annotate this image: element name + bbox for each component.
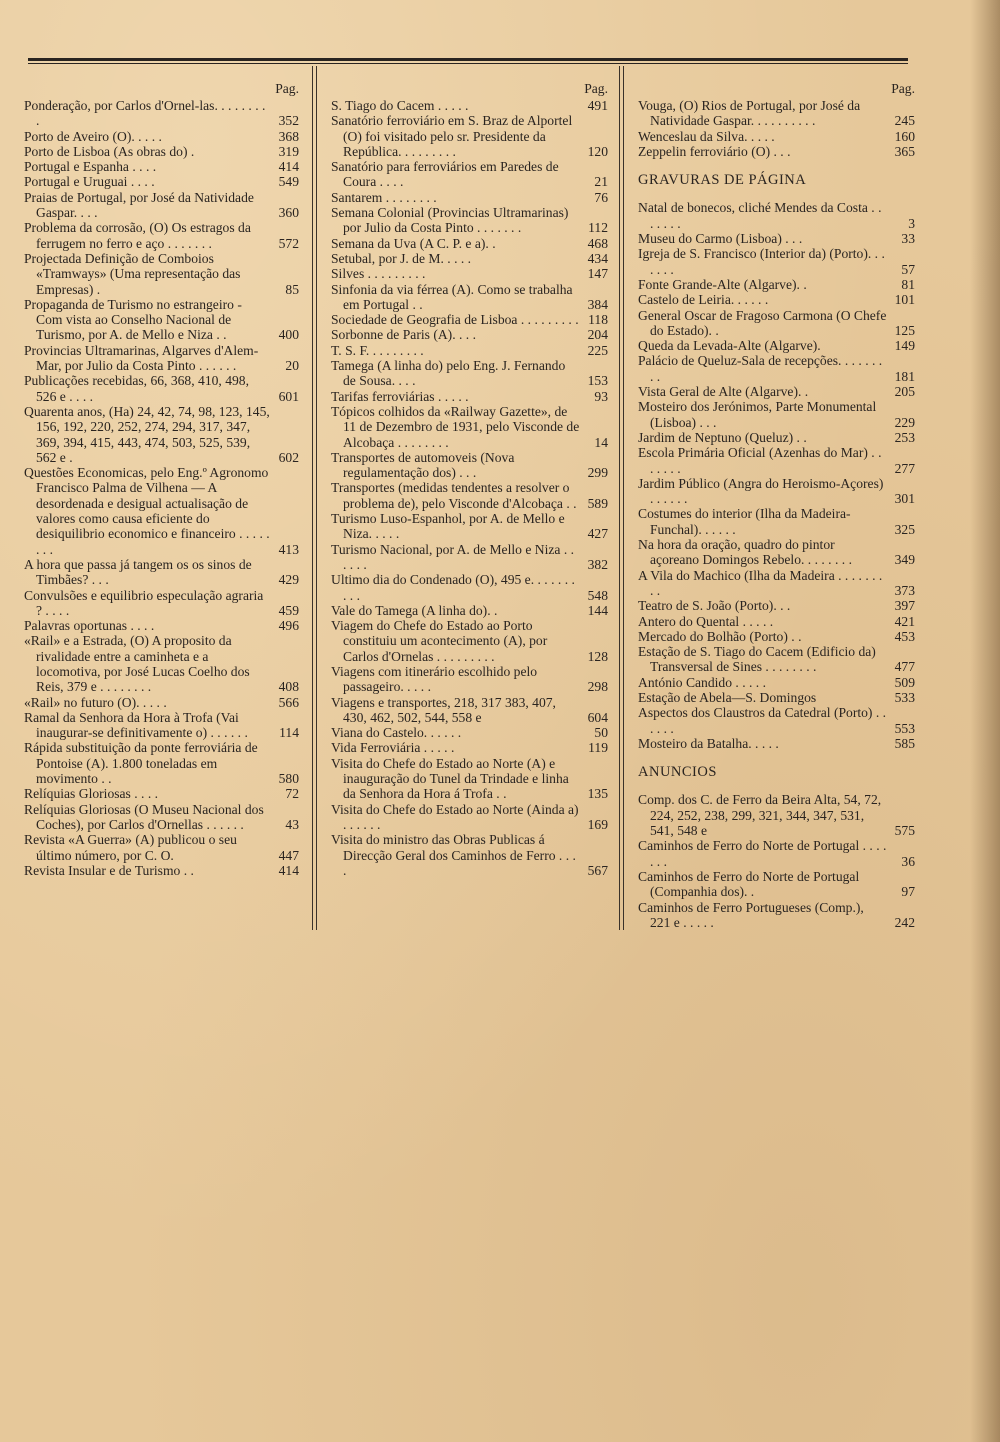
entry-page-number: 477 xyxy=(894,659,915,675)
entry-page-number: 76 xyxy=(594,189,608,205)
entry-page-number: 229 xyxy=(894,414,915,430)
entry-title: Viagens com itinerário escolhido pelo passageiro. . . . . xyxy=(331,663,538,695)
entry-page-number: 97 xyxy=(901,884,915,900)
entry-title: Tópicos colhidos da «Railway Gazette», de 11 de Dezembro de 1931, pelo Visconde de Alcobaça . . . . . . . . xyxy=(331,403,580,450)
entry-title: Jardim de Neptuno (Queluz) . . xyxy=(638,429,807,445)
entry-title: Tamega (A linha do) pelo Eng. J. Fernando de Sousa. . . . xyxy=(331,358,566,389)
entry-page-number: 414 xyxy=(278,159,299,175)
entry-page-number: 567 xyxy=(587,862,608,878)
entry-title: Castelo de Leiria. . . . . . xyxy=(638,292,769,308)
entry-title: Vouga, (O) Rios de Portugal, por José da Natividade Gaspar. . . . . . . . . . xyxy=(638,98,861,129)
entry-page-number: 447 xyxy=(278,847,299,863)
entry-title: Santarem . . . . . . . . xyxy=(331,189,437,205)
entry-title: Turismo Nacional, por A. de Mello e Niza . . . . . . xyxy=(331,541,575,572)
entry-page-number: 553 xyxy=(894,720,915,736)
entry-title: Transportes (medidas tendentes a resolver o problema de), pelo Visconde d'Alcobaça . . xyxy=(331,480,577,511)
entry-page-number: 72 xyxy=(285,786,299,802)
entry-title: Propaganda de Turismo no estrangeiro - Com vista ao Conselho Nacional de Turismo, por A. de Mello e Niza . . xyxy=(24,296,242,343)
entry-page-number: 601 xyxy=(278,388,299,404)
index-entry xyxy=(331,542,608,573)
entry-title: Porto de Lisboa (As obras do) . xyxy=(24,143,195,159)
index-entry xyxy=(331,358,608,389)
index-entry xyxy=(331,236,608,251)
index-entry xyxy=(24,404,299,465)
entry-page-number: 93 xyxy=(594,388,608,404)
page-column-header: Pag. xyxy=(584,81,608,96)
entry-page-number: 21 xyxy=(594,174,608,190)
index-entry xyxy=(24,129,299,144)
entry-title: Problema da corrosão, (O) Os estragos da ferrugem no ferro e aço . . . . . . . xyxy=(24,220,251,251)
entry-title: Silves . . . . . . . . . xyxy=(331,266,426,282)
entry-page-number: 352 xyxy=(278,113,299,129)
index-entry xyxy=(638,869,915,900)
entry-page-number: 119 xyxy=(588,740,608,756)
index-entry xyxy=(24,297,299,343)
entry-title: Palavras oportunas . . . . xyxy=(24,618,155,634)
index-entry xyxy=(24,695,299,710)
entry-page-number: 400 xyxy=(278,327,299,343)
entry-title: Natal de bonecos, cliché Mendes da Costa . . . . . . . xyxy=(638,200,882,231)
entry-title: T. S. F. . . . . . . . . xyxy=(331,342,424,358)
entry-page-number: 101 xyxy=(894,292,915,308)
index-entry xyxy=(638,900,915,931)
entry-title: Revista Insular e de Turismo . . xyxy=(24,862,194,878)
entry-page-number: 33 xyxy=(901,231,915,247)
entry-page-number: 253 xyxy=(894,429,915,445)
entry-page-number: 496 xyxy=(278,618,299,634)
entry-title: Transportes de automoveis (Nova regulamentação dos) . . . xyxy=(331,449,515,481)
entry-title: Relíquias Gloriosas (O Museu Nacional dos Coches), por Carlos d'Ornellas . . . . . . xyxy=(24,801,264,832)
entry-title: Semana Colonial (Provincias Ultramarinas) por Julio da Costa Pinto . . . . . . . xyxy=(331,205,569,236)
entry-page-number: 245 xyxy=(894,113,915,129)
entry-title: Convulsões e equilibrio especulação agraria ? . . . . xyxy=(24,587,264,618)
entry-title: Turismo Luso-Espanhol, por A. de Mello e Niza. . . . . xyxy=(331,511,565,542)
entry-page-number: 360 xyxy=(278,205,299,221)
index-entry xyxy=(24,190,299,221)
index-entry xyxy=(638,690,915,705)
entry-page-number: 468 xyxy=(587,235,608,251)
entry-title: Zeppelin ferroviário (O) . . . xyxy=(638,143,791,159)
index-entry xyxy=(638,614,915,629)
index-entry xyxy=(24,618,299,633)
entry-page-number: 50 xyxy=(594,725,608,741)
index-entry xyxy=(331,450,608,481)
entry-page-number: 421 xyxy=(894,613,915,629)
entry-title: Jardim Público (Angra do Heroismo-Açores) . . . . . . xyxy=(638,475,884,507)
entry-page-number: 57 xyxy=(901,261,915,277)
entry-title: Visita do Chefe do Estado ao Norte (A) e inauguração do Tunel da Trindade e linha da Senhora da Hora á Trofa . . xyxy=(331,755,569,802)
entry-title: Costumes do interior (Ilha da Madeira-Funchal). . . . . . xyxy=(638,506,851,537)
index-entry xyxy=(638,506,915,537)
index-entry xyxy=(331,159,608,190)
entry-page-number: 384 xyxy=(587,296,608,312)
entry-page-number: 125 xyxy=(894,322,915,338)
entry-title: Comp. dos C. de Ferro da Beira Alta, 54, 72, 224, 252, 238, 299, 321, 344, 347, 531, 541, 548 e xyxy=(638,792,882,839)
entry-page-number: 434 xyxy=(587,250,608,266)
entry-page-number: 242 xyxy=(894,914,915,930)
entry-title: Igreja de S. Francisco (Interior da) (Porto). . . . . . . xyxy=(638,246,885,277)
index-entry xyxy=(638,200,915,231)
entry-page-number: 349 xyxy=(894,552,915,568)
index-entry xyxy=(331,113,608,159)
index-entry xyxy=(331,190,608,205)
index-entry xyxy=(24,220,299,251)
index-entry xyxy=(638,430,915,445)
index-entry xyxy=(331,756,608,802)
index-entry xyxy=(638,568,915,599)
index-entry xyxy=(331,802,608,833)
index-entry xyxy=(331,740,608,755)
entry-title: Praias de Portugal, por José da Natividade Gaspar. . . . xyxy=(24,189,254,221)
entry-page-number: 566 xyxy=(278,694,299,710)
entry-title: General Oscar de Fragoso Carmona (O Chefe do Estado). . xyxy=(638,307,887,338)
entry-title: Sinfonia da via férrea (A). Como se trabalha em Portugal . . xyxy=(331,281,573,312)
entry-page-number: 114 xyxy=(279,725,299,741)
entry-page-number: 427 xyxy=(587,526,608,542)
entry-page-number: 301 xyxy=(894,491,915,507)
entry-page-number: 319 xyxy=(278,143,299,159)
index-entry xyxy=(24,863,299,878)
entry-title: Vista Geral de Alte (Algarve). . xyxy=(638,384,809,400)
entry-page-number: 413 xyxy=(278,541,299,557)
index-entry xyxy=(331,603,608,618)
entry-title: Setubal, por J. de M. . . . . xyxy=(331,250,472,266)
entry-page-number: 533 xyxy=(894,689,915,705)
index-entry xyxy=(24,588,299,619)
entry-title: Visita do ministro das Obras Publicas á Direcção Geral dos Caminhos de Ferro . . . . xyxy=(331,832,576,878)
entry-title: Mercado do Bolhão (Porto) . . xyxy=(638,628,802,644)
index-entry xyxy=(638,445,915,476)
entry-page-number: 112 xyxy=(588,220,608,236)
entry-page-number: 365 xyxy=(894,143,915,159)
index-entry xyxy=(331,404,608,450)
entry-title: Estação de S. Tiago do Cacem (Edificio da) Transversal de Sines . . . . . . . . xyxy=(638,644,876,675)
index-entry xyxy=(638,705,915,736)
entry-title: Caminhos de Ferro Portugueses (Comp.), 221 e . . . . . xyxy=(638,899,864,930)
entry-title: Sociedade de Geografia de Lisboa . . . . . . . . . xyxy=(331,312,579,328)
entry-page-number: 604 xyxy=(587,709,608,725)
entry-page-number: 575 xyxy=(894,823,915,839)
index-entry xyxy=(24,144,299,159)
index-entry xyxy=(638,598,915,613)
section-heading: GRAVURAS DE PÁGINA xyxy=(638,172,807,189)
entry-page-number: 572 xyxy=(278,235,299,251)
entry-title: Caminhos de Ferro do Norte de Portugal (Companhia dos). . xyxy=(638,868,860,900)
entry-title: Ramal da Senhora da Hora à Trofa (Vai inaugurar-se definitivamente o) . . . . . . xyxy=(24,709,248,741)
entry-title: Relíquias Gloriosas . . . . xyxy=(24,786,159,802)
index-entry xyxy=(638,399,915,430)
entry-title: Ultimo dia do Condenado (O), 495 e. . . . . . . . . . xyxy=(331,572,575,603)
entry-page-number: 602 xyxy=(278,449,299,465)
entry-page-number: 580 xyxy=(278,771,299,787)
index-entry xyxy=(331,266,608,281)
entry-page-number: 299 xyxy=(587,465,608,481)
entry-title: Sorbonne de Paris (A). . . . xyxy=(331,327,476,343)
index-entry xyxy=(331,98,608,113)
entry-page-number: 408 xyxy=(278,679,299,695)
entry-title: Teatro de S. João (Porto). . . xyxy=(638,598,791,614)
entry-page-number: 298 xyxy=(587,679,608,695)
index-entry xyxy=(638,129,915,144)
entry-page-number: 135 xyxy=(587,786,608,802)
index-entry xyxy=(24,802,299,833)
entry-title: Palácio de Queluz-Sala de recepções. . . . . . . . . xyxy=(638,353,883,384)
index-entry xyxy=(638,838,915,869)
entry-title: Escola Primária Oficial (Azenhas do Mar) . . . . . . . xyxy=(638,445,882,476)
page-edge-shadow xyxy=(970,0,1000,1442)
index-entry xyxy=(331,343,608,358)
index-entry xyxy=(638,292,915,307)
index-entry xyxy=(24,174,299,189)
index-entry xyxy=(24,98,299,129)
entry-title: Porto de Aveiro (O). . . . . xyxy=(24,128,162,144)
entry-title: Portugal e Uruguai . . . . xyxy=(24,174,155,190)
entry-title: Caminhos de Ferro do Norte de Portugal . . . . . . . xyxy=(638,838,887,869)
entry-title: Fonte Grande-Alte (Algarve). . xyxy=(638,276,807,292)
entry-title: Quarenta anos, (Ha) 24, 42, 74, 98, 123, 145, 156, 192, 220, 252, 274, 294, 317, 347, 369, 394, 415, 443, 474, 503, 525, 539, 562 e . xyxy=(24,403,270,465)
index-entry xyxy=(331,664,608,695)
entry-page-number: 181 xyxy=(894,368,915,384)
entry-title: «Rail» no futuro (O). . . . . xyxy=(24,694,167,710)
entry-page-number: 225 xyxy=(587,342,608,358)
entry-page-number: 397 xyxy=(894,598,915,614)
entry-page-number: 414 xyxy=(278,862,299,878)
index-entry xyxy=(331,312,608,327)
entry-title: A hora que passa já tangem os os sinos de Timbães? . . . xyxy=(24,556,252,588)
index-entry xyxy=(331,832,608,878)
entry-page-number: 43 xyxy=(285,816,299,832)
index-entry xyxy=(638,476,915,507)
entry-title: Publicações recebidas, 66, 368, 410, 498, 526 e . . . . xyxy=(24,373,250,404)
entry-page-number: 128 xyxy=(587,648,608,664)
index-entry xyxy=(24,633,299,694)
index-entry xyxy=(331,282,608,313)
entry-list xyxy=(24,98,299,878)
entry-page-number: 429 xyxy=(278,572,299,588)
entry-title: «Rail» e a Estrada, (O) A proposito da rivalidade entre a caminheta e a locomotiva, por José Lucas Coelho dos Reis, 379 e . . . . . . . . xyxy=(24,633,250,695)
index-entry xyxy=(638,384,915,399)
entry-page-number: 548 xyxy=(587,587,608,603)
entry-page-number: 368 xyxy=(278,128,299,144)
index-entry xyxy=(638,537,915,568)
index-entry xyxy=(638,277,915,292)
entry-title: Sanatório para ferroviários em Paredes de Coura . . . . xyxy=(331,159,559,190)
entry-title: Revista «A Guerra» (A) publicou o seu último número, por C. O. xyxy=(24,832,237,863)
column-divider-2 xyxy=(619,66,620,930)
index-entry xyxy=(24,710,299,741)
entry-page-number: 147 xyxy=(587,266,608,282)
index-entry xyxy=(331,725,608,740)
entry-title: Mosteiro da Batalha. . . . . xyxy=(638,735,779,751)
entry-title: S. Tiago do Cacem . . . . . xyxy=(331,98,469,113)
index-entry xyxy=(24,251,299,297)
index-entry xyxy=(331,251,608,266)
entry-title: Semana da Uva (A C. P. e a). . xyxy=(331,235,496,251)
entry-title: Aspectos dos Claustros da Catedral (Porto) . . . . . . xyxy=(638,705,887,736)
index-entry xyxy=(331,327,608,342)
index-entry xyxy=(638,353,915,384)
index-entry xyxy=(331,205,608,236)
entry-title: Ponderação, por Carlos d'Ornel-las. . . . . . . . . xyxy=(24,98,266,129)
entry-title: Mosteiro dos Jerónimos, Parte Monumental (Lisboa) . . . xyxy=(638,399,877,430)
index-entry xyxy=(24,832,299,863)
entry-page-number: 589 xyxy=(587,495,608,511)
entry-title: Vida Ferroviária . . . . . xyxy=(331,740,455,756)
entry-title: Antero do Quental . . . . . xyxy=(638,613,774,629)
index-entry xyxy=(24,740,299,786)
index-entry xyxy=(24,373,299,404)
entry-title: Queda da Levada-Alte (Algarve). xyxy=(638,338,821,354)
index-column-1 xyxy=(24,80,299,878)
entry-page-number: 85 xyxy=(285,281,299,297)
page-column-header: Pag. xyxy=(891,81,915,96)
index-column-2 xyxy=(331,80,608,878)
index-entry xyxy=(24,343,299,374)
index-entry xyxy=(638,736,915,751)
entry-page-number: 3 xyxy=(908,215,915,231)
entry-page-number: 14 xyxy=(594,434,608,450)
entry-page-number: 453 xyxy=(894,628,915,644)
entry-page-number: 144 xyxy=(587,602,608,618)
index-entry xyxy=(331,389,608,404)
entry-page-number: 160 xyxy=(894,128,915,144)
index-entry xyxy=(331,480,608,511)
entry-page-number: 459 xyxy=(278,602,299,618)
page-column-header: Pag. xyxy=(275,81,299,96)
entry-title: Vale do Tamega (A linha do). . xyxy=(331,602,498,618)
entry-title: Portugal e Espanha . . . . xyxy=(24,159,157,175)
entry-title: Projectada Definição de Comboios «Tramways» (Uma representação das Empresas) . xyxy=(24,250,241,297)
entry-page-number: 169 xyxy=(587,816,608,832)
index-entry xyxy=(638,144,915,159)
index-entry xyxy=(331,695,608,726)
entry-page-number: 81 xyxy=(901,276,915,292)
entry-title: Na hora da oração, quadro do pintor açoreano Domingos Rebelo. . . . . . . . xyxy=(638,537,852,568)
entry-title: Visita do Chefe do Estado ao Norte (Ainda a) . . . . . . xyxy=(331,801,579,832)
index-entry xyxy=(24,465,299,557)
entry-title: Wenceslau da Silva. . . . . xyxy=(638,128,775,144)
entry-page-number: 549 xyxy=(278,174,299,190)
index-entry xyxy=(24,557,299,588)
entry-list xyxy=(638,98,915,930)
index-entry xyxy=(331,511,608,542)
index-entry xyxy=(638,308,915,339)
entry-list xyxy=(331,98,608,878)
entry-title: Viana do Castelo. . . . . . xyxy=(331,725,462,741)
entry-page-number: 205 xyxy=(894,384,915,400)
index-entry xyxy=(638,629,915,644)
entry-title: Estação de Abela—S. Domingos xyxy=(638,689,817,705)
entry-page-number: 585 xyxy=(894,735,915,751)
entry-page-number: 36 xyxy=(901,853,915,869)
index-entry xyxy=(331,572,608,603)
entry-title: Tarifas ferroviárias . . . . . xyxy=(331,388,469,404)
index-entry xyxy=(638,644,915,675)
entry-page-number: 277 xyxy=(894,460,915,476)
entry-page-number: 120 xyxy=(587,143,608,159)
entry-page-number: 204 xyxy=(587,327,608,343)
entry-title: Viagens e transportes, 218, 317 383, 407, 430, 462, 502, 544, 558 e xyxy=(331,694,556,725)
index-entry xyxy=(638,246,915,277)
column-divider-1 xyxy=(312,66,313,930)
top-rule-thin xyxy=(28,63,908,64)
index-entry xyxy=(24,786,299,801)
entry-page-number: 118 xyxy=(588,312,608,328)
entry-page-number: 382 xyxy=(587,556,608,572)
entry-page-number: 149 xyxy=(894,338,915,354)
entry-page-number: 491 xyxy=(587,98,608,113)
entry-page-number: 153 xyxy=(587,373,608,389)
entry-title: Provincias Ultramarinas, Algarves d'Alem-Mar, por Julio da Costa Pinto . . . . . . xyxy=(24,342,259,374)
entry-page-number: 20 xyxy=(285,358,299,374)
section-heading: ANUNCIOS xyxy=(638,764,717,781)
entry-page-number: 325 xyxy=(894,521,915,537)
entry-title: Museu do Carmo (Lisboa) . . . xyxy=(638,231,803,247)
entry-title: Questões Economicas, pelo Eng.º Agronomo Francisco Palma de Vilhena — A desordenada e desigual actualisação de valores como causa eficiente do desiquilibrio economico e financeiro . . . . . . . . xyxy=(24,465,270,557)
index-column-3 xyxy=(638,80,915,930)
entry-title: Rápida substituição da ponte ferroviária de Pontoise (A). 1.800 toneladas em movimento . . xyxy=(24,740,258,787)
index-entry xyxy=(638,98,915,129)
entry-page-number: 509 xyxy=(894,674,915,690)
index-entry xyxy=(638,231,915,246)
index-entry xyxy=(24,159,299,174)
entry-title: Sanatório ferroviário em S. Braz de Alportel (O) foi visitado pelo sr. Presidente da República. . . . . . . . . xyxy=(331,113,573,159)
index-entry xyxy=(638,338,915,353)
entry-title: A Vila do Machico (Ilha da Madeira . . . . . . . . . xyxy=(638,567,883,598)
index-entry xyxy=(638,792,915,838)
entry-title: Viagem do Chefe do Estado ao Porto constituiu um acontecimento (A), por Carlos d'Ornelas . . . . . . . . . xyxy=(331,618,548,664)
entry-page-number: 373 xyxy=(894,582,915,598)
entry-title: António Candido . . . . . xyxy=(638,674,767,690)
index-entry xyxy=(331,618,608,664)
top-rule xyxy=(28,58,908,61)
index-entry xyxy=(638,675,915,690)
